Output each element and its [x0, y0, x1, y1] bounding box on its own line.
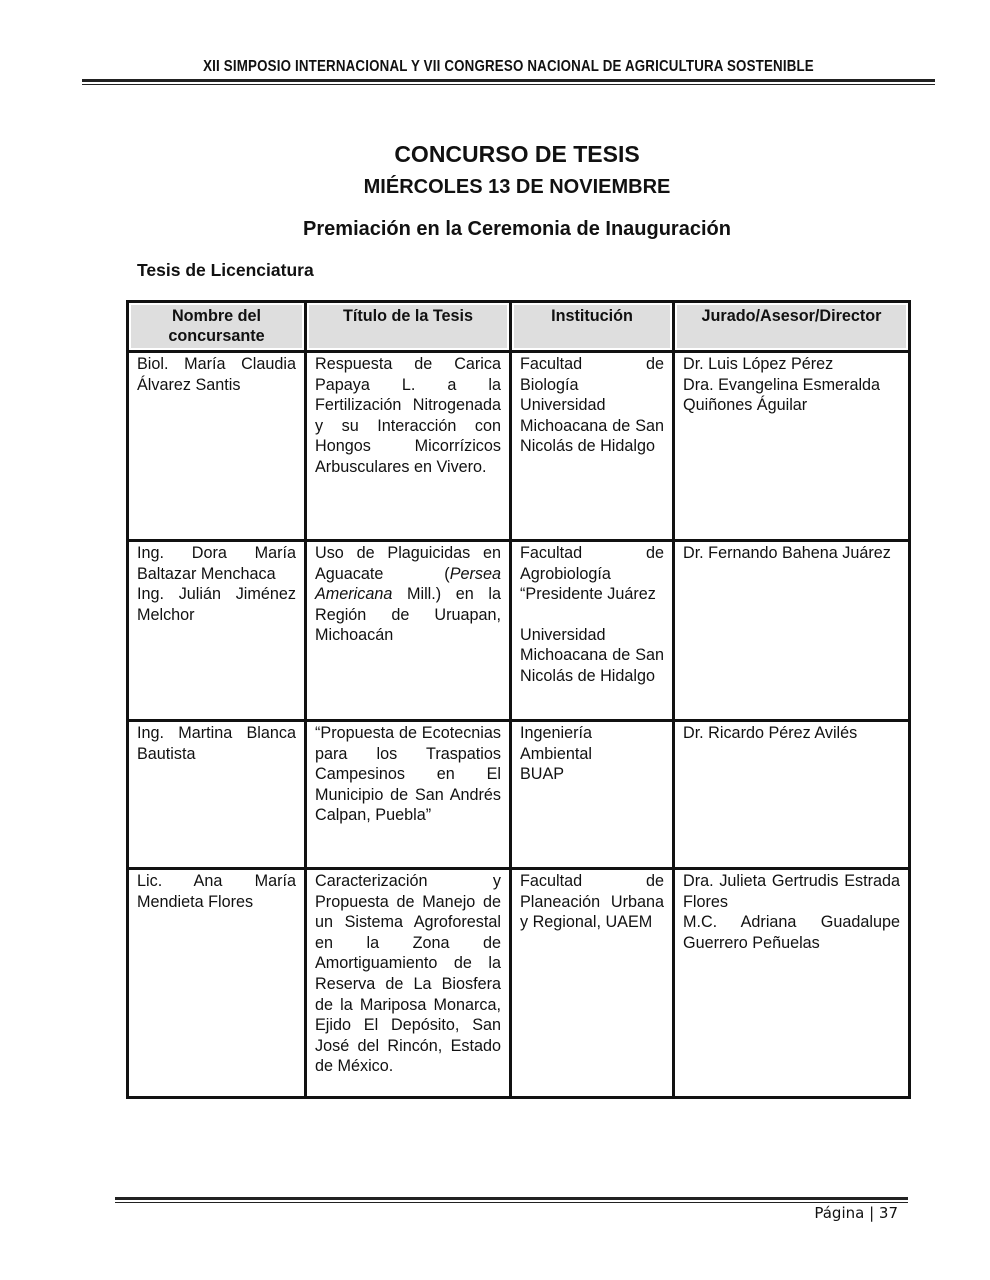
table-header-row	[128, 302, 910, 352]
page-number: Página | 37	[814, 1204, 898, 1222]
thesis-title-species: Persea Americana	[315, 564, 501, 604]
jury-member: Dr. Ricardo Pérez Avilés	[683, 724, 858, 742]
thesis-title: Respuesta de Carica Papaya L. a la Fertilización Nitrogenada y su Interacción con Hongos Micorrízicos Arbusculares en Vivero.	[306, 352, 511, 541]
institution-line: Universidad Michoacana de San Nicolás de Hidalgo	[520, 625, 664, 685]
institution	[511, 869, 674, 1098]
contestant-name	[128, 721, 306, 869]
thesis-title	[306, 541, 511, 721]
table-row	[128, 352, 910, 541]
ceremony-heading: Premiación en la Ceremonia de Inauguración	[303, 218, 731, 240]
thesis-table	[126, 300, 911, 1099]
institution	[511, 541, 674, 721]
institution-line: Facultad de Biología	[520, 355, 664, 394]
jury-member: Dr. Fernando Bahena Juárez	[683, 544, 891, 562]
header-rule	[82, 79, 935, 82]
jury	[674, 541, 910, 721]
header-rule-thin	[82, 84, 935, 85]
column-header-name: Nombre del concursante	[128, 302, 306, 352]
contestant-name-line: Ing. Dora María Baltazar Menchaca	[137, 544, 296, 583]
table-row	[128, 721, 910, 869]
contestant-name-line: Biol. María Claudia Álvarez Santis	[137, 355, 296, 394]
institution-line: Ingeniería Ambiental	[520, 724, 592, 763]
event-date: MIÉRCOLES 13 DE NOVIEMBRE	[363, 176, 671, 198]
footer-rule	[115, 1197, 908, 1200]
thesis-title: Caracterización y Propuesta de Manejo de un Sistema Agroforestal en la Zona de Amortiguamiento de la Reserva de La Biosfera de la Mariposa Monarca, Ejido El Depósito, San José del Rincón, Estado de México.	[306, 869, 511, 1098]
institution	[511, 352, 674, 541]
jury	[674, 721, 910, 869]
jury-member: M.C. Adriana Guadalupe Guerrero Peñuelas	[683, 913, 900, 952]
page-title: CONCURSO DE TESIS	[394, 141, 640, 167]
contestant-name	[128, 352, 306, 541]
contestant-name-line: Ing. Julián Jiménez Melchor	[137, 585, 296, 624]
institution-line: BUAP	[520, 765, 565, 784]
institution-line: Facultad de Agrobiología “Presidente Juárez	[520, 544, 664, 604]
jury-member: Dra. Julieta Gertrudis Estrada Flores	[683, 872, 900, 911]
jury	[674, 352, 910, 541]
column-header-title: Título de la Tesis	[306, 302, 511, 352]
contestant-name	[128, 869, 306, 1098]
jury-member: Dra. Evangelina Esmeralda Quiñones Águilar	[683, 375, 881, 415]
table-row	[128, 541, 910, 721]
institution-line: Universidad Michoacana de San Nicolás de Hidalgo	[520, 396, 664, 456]
institution-line: Facultad de Planeación Urbana y Regional, UAEM	[520, 872, 664, 932]
institution	[511, 721, 674, 869]
thesis-title-part: Mill.) en la Región de Uruapan, Michoacán	[315, 585, 501, 645]
column-header-institution: Institución	[511, 302, 674, 352]
thesis-title: “Propuesta de Ecotecnias para los Traspatios Campesinos en El Municipio de San Andrés Calpan, Puebla”	[306, 721, 511, 869]
running-header: XII SIMPOSIO INTERNACIONAL Y VII CONGRESO NACIONAL DE AGRICULTURA SOSTENIBLE	[203, 58, 814, 75]
thesis-title-part: Uso de Plaguicidas en Aguacate (	[315, 544, 501, 583]
contestant-name-line: Lic. Ana María Mendieta Flores	[137, 872, 296, 911]
table-row	[128, 869, 910, 1098]
footer-rule-thin	[115, 1202, 908, 1203]
jury-member: Dr. Luis López Pérez	[683, 355, 834, 373]
contestant-name-line: Ing. Martina Blanca Bautista	[137, 724, 296, 763]
jury	[674, 869, 910, 1098]
section-heading: Tesis de Licenciatura	[137, 260, 314, 280]
contestant-name	[128, 541, 306, 721]
column-header-jury: Jurado/Asesor/Director	[674, 302, 910, 352]
